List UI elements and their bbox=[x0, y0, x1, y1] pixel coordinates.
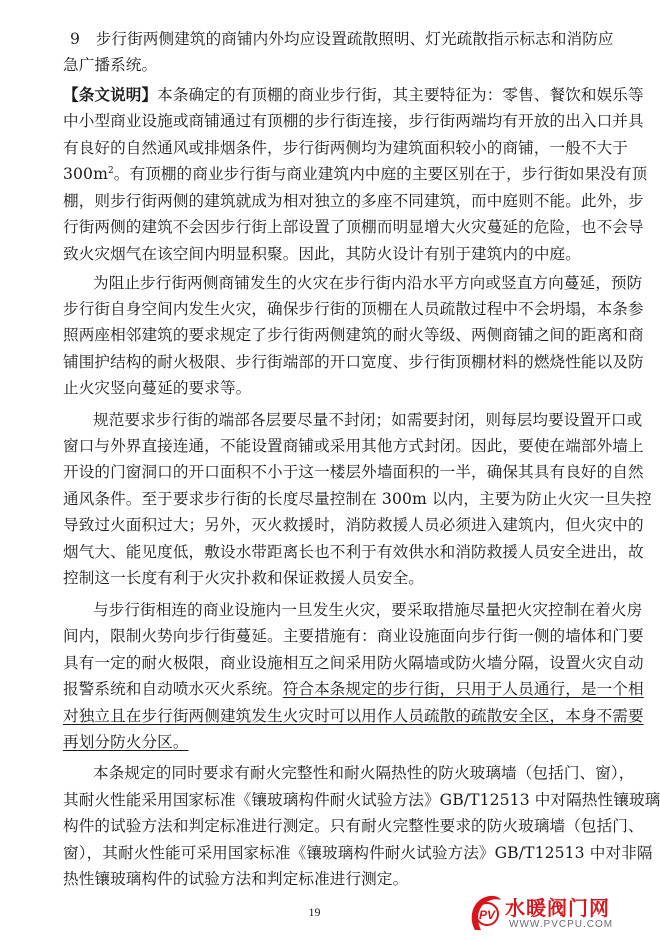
para4-line-4-underlined: 符合本条规定的步行街，只用于人员通行，是一个相 bbox=[282, 680, 644, 698]
explanation-line-2: 中小型商业设施或商铺通过有顶棚的步行街连接，步行街两端均有开放的出入口并具 bbox=[63, 112, 644, 130]
clause-9-line-1: 9 步行街两侧建筑的商铺内外均应设置疏散照明、灯光疏散指示标志和消防应 bbox=[70, 30, 614, 48]
watermark-url: WWW.PVCPU.COM bbox=[509, 919, 614, 930]
para5-line-4: 窗），其耐火性能可采用国家标准《镶玻璃构件耐火试验方法》GB/T12513 中对非隔 bbox=[63, 844, 653, 862]
svg-text:PV: PV bbox=[479, 908, 496, 922]
para2-line-5: 止火灾竖向蔓延的要求等。 bbox=[63, 379, 252, 397]
para4-line-4-plain: 报警系统和自动喷水灭火系统。 bbox=[63, 680, 283, 698]
para5-line-1: 本条规定的同时要求有耐火完整性和耐火隔热性的防火玻璃墙（包括门、窗）， bbox=[93, 764, 635, 782]
explanation-line-5: 棚，则步行街两侧的建筑就成为相对独立的多座不同建筑，而中庭则不能。此外，步 bbox=[63, 192, 644, 210]
para5-line-3: 构件的试验方法和判定标准进行测定。只有耐火完整性要求的防火玻璃墙（包括门、 bbox=[63, 817, 644, 835]
para4-line-2: 间内，限制火势向步行街蔓延。主要措施有：商业设施面向步行街一侧的墙体和门要 bbox=[63, 627, 644, 645]
page-number: 19 bbox=[308, 905, 321, 919]
area-superscript: 2 bbox=[107, 165, 114, 176]
para2-line-1: 为阻止步行街两侧商铺发生的火灾在步行街内沿水平方向或竖直方向蔓延，预防 bbox=[93, 274, 643, 292]
para3-line-7: 控制这一长度有利于火灾扑救和保证救援人员安全。 bbox=[63, 569, 424, 587]
explanation-line-7: 致火灾烟气在该空间内明显积聚。因此，其防火设计有别于建筑内的中庭。 bbox=[63, 245, 581, 263]
para3-line-3: 开设的门窗洞口的开口面积不小于这一楼层外墙面积的一半，确保其具有良好的自然 bbox=[63, 463, 644, 481]
para3-line-5: 导致过火面积过大；另外，灭火救援时，消防救援人员必须进入建筑内，但火灾中的 bbox=[63, 516, 644, 534]
para2-line-4: 铺围护结构的耐火极限、步行街端部的开口宽度、步行街顶棚材料的燃烧性能以及防 bbox=[63, 353, 644, 371]
para3-line-4: 通风条件。至于要求步行街的长度尽量控制在 300m 以内，主要为防止火灾一旦失控 bbox=[63, 490, 652, 508]
para4-line-1: 与步行街相连的商业设施内一旦发生火灾，要采取措施尽量把火灾控制在着火房 bbox=[93, 601, 643, 619]
para5-line-2: 其耐火性能采用国家标准《镶玻璃构件耐火试验方法》GB/T12513 中对隔热性镶玻璃 bbox=[63, 791, 660, 809]
para2-line-3: 照两座相邻建筑的要求规定了步行街两侧建筑的耐火等级、两侧商铺之间的距离和商 bbox=[63, 326, 644, 344]
para3-line-6: 烟气大、能见度低，敷设水带距离长也不利于有效供水和消防救援人员安全进出，故 bbox=[63, 543, 644, 561]
explanation-line-4 bbox=[63, 164, 648, 184]
para4-line-3: 具有一定的耐火极限，商业设施相互之间采用防火隔墙或防火墙分隔，设置火灾自动 bbox=[63, 654, 644, 672]
para3-line-2: 窗口与外界直接连通，不能设置商铺或采用其他方式封闭。因此，要使在端部外墙上 bbox=[63, 437, 644, 455]
explanation-first-line-text: 本条确定的有顶棚的商业步行街，其主要特征为：零售、餐饮和娱乐等 bbox=[157, 86, 644, 104]
para2-line-2: 步行街自身空间内发生火灾，确保步行街的顶棚在人员疏散过程中不会坍塌，本条参 bbox=[63, 300, 644, 318]
para4-line-4 bbox=[63, 679, 644, 699]
explanation-label: 【条文说明】 bbox=[63, 85, 158, 104]
area-value: 300m bbox=[63, 165, 108, 183]
clause-9-line-2: 急广播系统。 bbox=[63, 56, 158, 74]
explanation-line-3: 有良好的自然通风或排烟条件，步行街两侧均为建筑面积较小的商铺，一般不大于 bbox=[63, 139, 628, 157]
para4-line-5-underlined: 对独立且在步行街两侧建筑发生火灾时可以用作人员疏散的疏散安全区，本身不需要 bbox=[63, 707, 644, 725]
explanation-line-1 bbox=[63, 85, 644, 105]
watermark-text: 水暖阀门网 bbox=[505, 896, 610, 920]
para3-line-1: 规范要求步行街的端部各层要尽量不封闭；如需要封闭，则每层均要设置开口或 bbox=[93, 411, 643, 429]
para4-line-6-underlined: 再划分防火分区。 bbox=[63, 733, 189, 751]
watermark-logo-icon bbox=[467, 890, 503, 934]
explanation-line-6: 行街两侧的建筑不会因步行街上部设置了顶棚而明显增大火灾蔓延的危险，也不会导 bbox=[63, 218, 644, 236]
para5-line-5: 热性镶玻璃构件的试验方法和判定标准进行测定。 bbox=[63, 870, 409, 888]
watermark bbox=[467, 888, 617, 936]
explanation-line-4-rest: 。有顶棚的商业步行街与商业建筑内中庭的主要区别在于，步行街如果没有顶 bbox=[113, 165, 648, 183]
